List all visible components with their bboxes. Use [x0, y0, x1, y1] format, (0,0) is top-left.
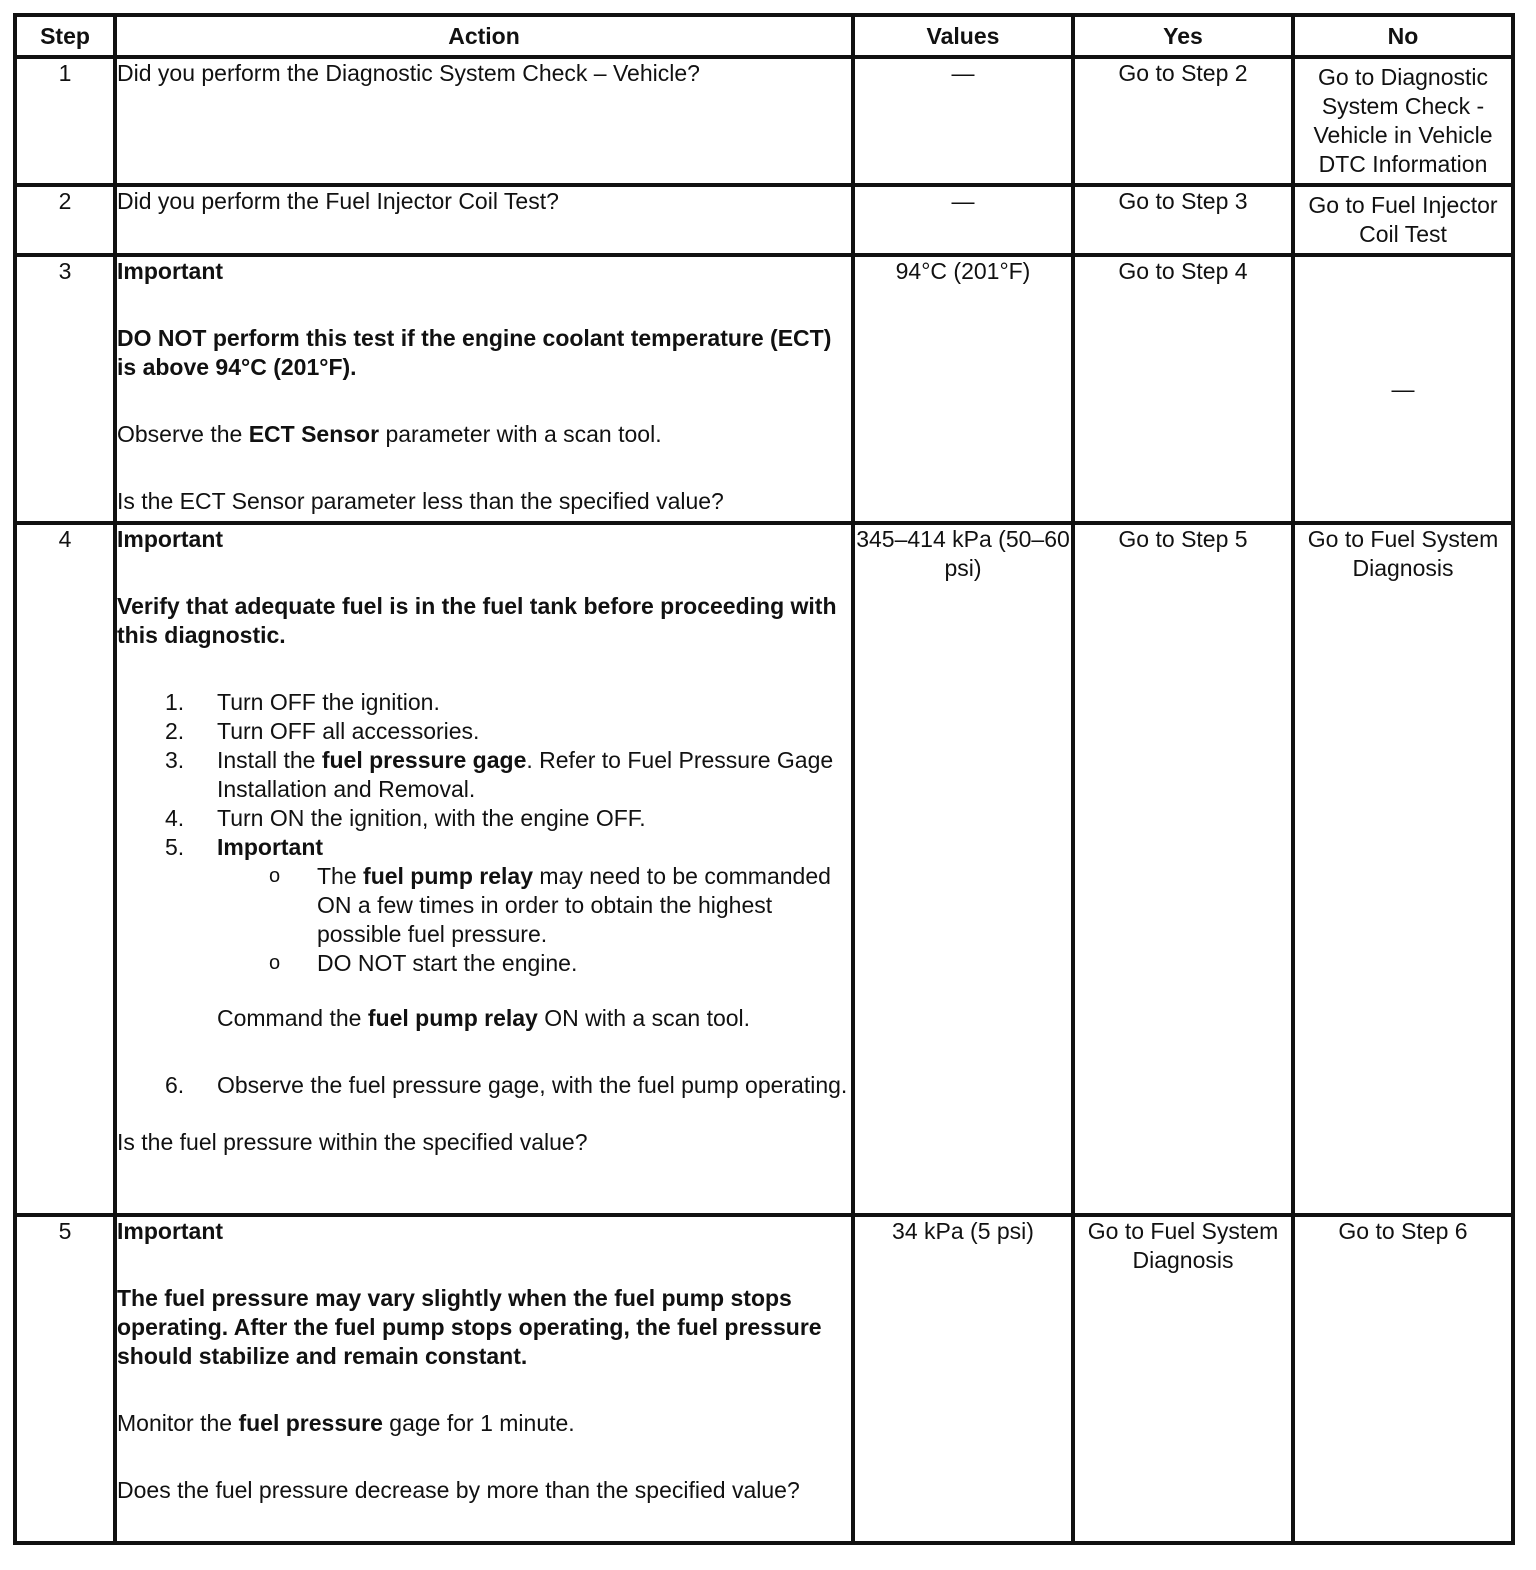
list-item: 4. Turn ON the ignition, with the engine OFF. [165, 805, 646, 831]
action-cell [115, 185, 853, 255]
action-cell [115, 523, 853, 1215]
list-item: 1. Turn OFF the ignition. [165, 689, 440, 715]
list-item: 5. Important o The fuel pump relay may need to be commanded ON a few times in order to obtain the highest possible fuel pressure. o DO NOT start the engine. Command the fuel pump relay ON with a scan tool. [117, 833, 851, 1033]
yes-cell: Go to Step 2 [1073, 57, 1293, 185]
important-warning: DO NOT perform this test if the engine coolant temperature (ECT) is above 94°C (201°F). [117, 325, 832, 380]
no-cell: Go to Step 6 [1293, 1215, 1513, 1543]
important-warning: Verify that adequate fuel is in the fuel tank before proceeding with this diagnostic. [117, 593, 837, 648]
bullet-icon: o [269, 865, 281, 887]
header-yes: Yes [1073, 15, 1293, 57]
action-question: Does the fuel pressure decrease by more than the specified value? [117, 1477, 800, 1503]
step-number: 2 [15, 185, 115, 255]
list-item: o The fuel pump relay may need to be commanded ON a few times in order to obtain the highest possible fuel pressure. [269, 863, 831, 947]
yes-cell: Go to Fuel System Diagnosis [1073, 1215, 1293, 1543]
no-cell: Go to Fuel System Diagnosis [1293, 523, 1513, 1215]
step-number: 1 [15, 57, 115, 185]
important-heading: Important [117, 526, 224, 552]
table-row [15, 255, 1513, 523]
action-question: Is the ECT Sensor parameter less than the specified value? [117, 488, 724, 514]
table-row [15, 185, 1513, 255]
substep-list [117, 688, 851, 1100]
table-row [15, 523, 1513, 1215]
monitor-instruction: Monitor the fuel pressure gage for 1 minute. [117, 1410, 575, 1436]
values-cell: 345–414 kPa (50–60 psi) [853, 523, 1073, 1215]
diagnostic-table [13, 13, 1515, 1545]
values-cell: 94°C (201°F) [853, 255, 1073, 523]
important-heading: Important [117, 258, 224, 284]
yes-cell: Go to Step 5 [1073, 523, 1293, 1215]
yes-cell: Go to Step 4 [1073, 255, 1293, 523]
command-instruction: Command the fuel pump relay ON with a scan tool. [217, 1005, 751, 1031]
values-cell: 34 kPa (5 psi) [853, 1215, 1073, 1543]
substep-important-heading: Important [217, 834, 324, 860]
header-action: Action [115, 15, 853, 57]
important-warning: The fuel pressure may vary slightly when the fuel pump stops operating. After the fuel pump stops operating, the fuel pressure should stabilize and remain constant. [117, 1285, 822, 1369]
list-item: 3. Install the fuel pressure gage. Refer to Fuel Pressure Gage Installation and Removal. [165, 747, 834, 802]
action-cell [115, 1215, 853, 1543]
no-cell: Go to Diagnostic System Check - Vehicle in Vehicle DTC Information [1293, 57, 1513, 185]
list-item: 6. Observe the fuel pressure gage, with the fuel pump operating. [165, 1072, 848, 1098]
values-cell: — [853, 57, 1073, 185]
observe-instruction: Observe the ECT Sensor parameter with a scan tool. [117, 421, 662, 447]
action-cell [115, 57, 853, 185]
table-row [15, 57, 1513, 185]
important-heading: Important [117, 1218, 224, 1244]
action-cell [115, 255, 853, 523]
list-item: o DO NOT start the engine. [269, 950, 578, 976]
action-question: Is the fuel pressure within the specified value? [117, 1129, 588, 1155]
values-cell: — [853, 185, 1073, 255]
no-cell: — [1293, 255, 1513, 523]
step-number: 4 [15, 523, 115, 1215]
yes-cell: Go to Step 3 [1073, 185, 1293, 255]
bullet-icon: o [269, 952, 281, 974]
header-step: Step [15, 15, 115, 57]
step-number: 5 [15, 1215, 115, 1543]
bullet-list [217, 862, 851, 978]
list-item: 2. Turn OFF all accessories. [165, 718, 480, 744]
header-values: Values [853, 15, 1073, 57]
no-cell: Go to Fuel Injector Coil Test [1293, 185, 1513, 255]
action-question: Did you perform the Diagnostic System Check – Vehicle? [117, 60, 700, 86]
action-question: Did you perform the Fuel Injector Coil Test? [117, 188, 559, 214]
header-no: No [1293, 15, 1513, 57]
table-row [15, 1215, 1513, 1543]
step-number: 3 [15, 255, 115, 523]
table-header-row [15, 15, 1513, 57]
